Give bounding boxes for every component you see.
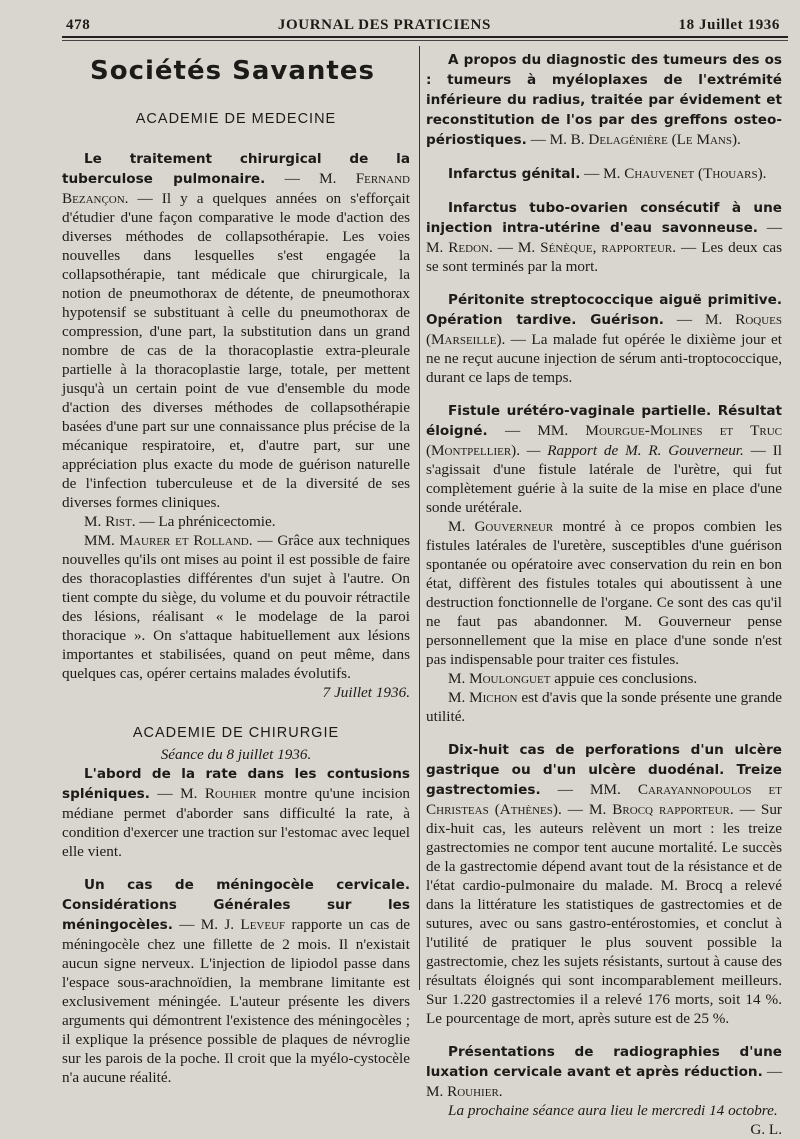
article-text: — La phrénicectomie. <box>139 513 276 530</box>
article-tumeurs-os <box>426 50 782 150</box>
article-radiographies <box>426 1042 782 1101</box>
article-author: M. Gouverneur <box>448 518 554 535</box>
spacer <box>426 184 782 198</box>
article-text: — Sur dix-huit cas, les auteurs relèvent un mort : les treize gastrectomies ne compor tent aucune mortalité. Le succès de la gastrectomie dépend avant tout de la résistance et de l'état cardio-pulmonaire du malade. M. Brocq a relevé dans la littérature les statistiques de gastrectomies et de sutures, avec ou sans gastro-entérostomies, et conclut à l'utilité de pratiquer le plus souvent possible la gastrectomie, chez les sujets résistants, surtout à cause des résultats éloignés qui sont incomparablement meilleurs. Sur 1.220 gastrectomies il a relevé 176 morts, soit 14 %. Le pourcentage de mort, après suture est de 25 %. <box>426 801 782 1027</box>
article-author: M. Rist. <box>84 513 136 530</box>
article-title: Infarctus génital. <box>448 166 581 182</box>
article-title: L'abord de la rate dans les contusions spléniques. <box>62 766 410 802</box>
article-text: — Il y a quelques années on s'efforçait d'étudier d'une façon comparative le mode d'action des diverses méthodes de collapsothérapie. Les voies nouvelles dans lesquelles s'est engagée la collapsothérapie, tant médicale que chirurgicale, la notion de pneumothorax de détente, de pneumothorax hypotensif se substituant à celle du pneumothorax de compression, d'une part, la substitution dans un grand nombre de cas de la thoracoplastie extra-pleurale partielle à la thoracoplastie large, totale, per mettent jusqu'à un certain point de vue d'ensemble du mode d'action des diverses méthodes de collapsothérapie basées d'une part sur une connaissance plus précise de la mécanique respiratoire, et, d'autre part, sur une appréciation plus exacte du mode de guérison naturelle de l'infection tuberculeuse et de la diversité de ses diverses formes cliniques. <box>62 190 410 511</box>
right-column <box>426 50 783 1138</box>
article-author: — M. Chauvenet (Thouars). <box>584 165 767 182</box>
article-author: — MM. Mourgue-Molines et Truc (Montpellier). <box>426 422 783 459</box>
article-author: — M. Fernand Bezançon. <box>62 170 410 207</box>
article-rapport: — Rapport de M. R. Gouverneur. <box>526 442 744 459</box>
article-infarctus-genital <box>426 164 782 184</box>
page-number: 478 <box>66 16 91 33</box>
article-author: — M. Redon. — M. Sénèque, rapporteur. <box>426 219 783 256</box>
seance-date: Séance du 8 juillet 1936. <box>160 746 312 763</box>
spacer <box>426 387 782 401</box>
section-title: Sociétés Savantes <box>90 56 375 86</box>
article-author: M. Michon <box>448 689 518 706</box>
article-ulcere <box>426 740 782 1028</box>
article-author: — M. Rouhier <box>157 785 257 802</box>
article-text: — Les deux cas se sont terminés par la mort. <box>426 239 783 275</box>
article-text: montré à ce propos combien les fistules latérales de l'uretère, susceptibles d'une guérison spontanée ou opératoire avec conservation du rein en bon état, diffèrent des fistules totales qui aboutissent à une destruction fonctionnelle de l'organe. Ce sont des cas qu'il ne faut pas abandonner. M. Gouverneur pense personnellement que la mise en place d'une sonde n'est pas indispensable pour traiter ces fistules. <box>426 518 782 668</box>
article-text: montre qu'une incision médiane permet d'aborder sans difficulté la rate, à condition d'exercer une traction sur l'estomac avec lequel elle vient. <box>62 785 411 860</box>
article-author: — M. J. Leveuf <box>179 916 286 933</box>
article-infarctus-tubo <box>426 198 782 276</box>
spacer <box>426 276 782 290</box>
header-rule-thin <box>62 40 788 41</box>
header-rule <box>62 36 788 38</box>
next-seance: La prochaine séance aura lieu le mercredi 14 octobre. <box>448 1102 778 1119</box>
article-maurer-rolland <box>62 531 410 683</box>
article-title: A propos du diagnostic des tumeurs des os : tumeurs à myéloplaxes de l'extrémité inférieure du radius, traitée par évidement et reconstitution de l'os par des greffons osteo-périostiques. <box>426 52 782 148</box>
left-column <box>62 50 411 1086</box>
article-fistule-p4 <box>426 688 782 726</box>
spacer <box>62 861 410 875</box>
spacer <box>426 726 782 740</box>
article-title: Un cas de méningocèle cervicale. Considérations Générales sur les méningocèles. <box>62 877 410 933</box>
article-fistule <box>426 401 782 517</box>
article-fistule-p2 <box>426 517 782 669</box>
article-title: Le traitement chirurgical de la tuberculose pulmonaire. <box>62 151 410 187</box>
article-title: Dix-huit cas de perforations d'un ulcère gastrique ou d'un ulcère duodénal. Treize gastrectomies. <box>426 742 782 798</box>
signature: G. L. <box>750 1121 782 1138</box>
article-fistule-p3 <box>426 669 782 688</box>
article-text: appuie ces conclusions. <box>554 670 698 687</box>
article-text: — Grâce aux techniques nouvelles qu'ils ont mises au point il est possible de faire des thoracoplasties différentes d'un sujet à l'autre. On tient compte du siège, du volume et du pouvoir rétractile des lésions, réalisant « le modelage de la paroi thoracique ». On s'attaque habituellement aux lésions importantes et stabilisées, quand on peut même, dans quelques cas, opérer certains malades évolutifs. <box>62 532 411 682</box>
article-rist <box>62 512 410 531</box>
column-divider <box>419 46 420 990</box>
article-author: — M. Roques (Marseille). <box>426 311 783 348</box>
article-author: — MM. Carayannopoulos et Christeas (Athènes). — M. Brocq rapporteur. <box>426 781 782 818</box>
spacer <box>426 150 782 164</box>
spacer <box>426 1028 782 1042</box>
article-meningocele <box>62 875 410 1087</box>
article-text: — Il s'agissait d'une fistule latérale de l'urètre, qui fut complètement guérie à la suite de la mise en place d'une sonde urétérale. <box>426 442 782 516</box>
article-text: rapporte un cas de méningocèle chez une fillette de 2 mois. Il n'existait aucun signe nerveux. L'injection de lipiodol passe dans l'espace sous-arachnoïdien, la membrane limitante est exclusivement méningée. L'auteur présente les divers arguments qui démontrent l'existence des méningocèles ; il explique la présence possible de plaques de névroglie sur les parois de la poche. Il croit que la myélo-cystocèle n'a aucune réalité. <box>62 916 411 1086</box>
article-text: est d'avis que la sonde présente une grande utilité. <box>426 689 783 725</box>
academie-chirurgie-title: ACADEMIE DE CHIRURGIE <box>132 725 340 741</box>
article-author: — M. Rouhier. <box>426 1063 783 1100</box>
article-tuberculose <box>62 149 410 512</box>
article-author: MM. Maurer et Rolland. <box>84 532 253 549</box>
article-text: — La malade fut opérée le dixième jour et ne ne reçut aucune injection de sérum anti-troptococcique, durant ce laps de temps. <box>426 331 782 386</box>
article-author: — M. B. Delagénière (Le Mans). <box>530 131 741 148</box>
article-title: Présentations de radiographies d'une luxation cervicale avant et après réduction. <box>426 1044 782 1080</box>
article-title: Infarctus tubo-ovarien consécutif à une injection intra-utérine d'eau savonneuse. <box>426 200 782 236</box>
session-date: 7 Juillet 1936. <box>322 684 410 701</box>
article-author: M. Moulonguet <box>448 670 551 687</box>
page-header <box>66 14 780 36</box>
article-peritonite <box>426 290 782 387</box>
journal-title: JOURNAL DES PRATICIENS <box>277 16 491 33</box>
article-title: Fistule urétéro-vaginale partielle. Résultat éloigné. <box>426 403 782 439</box>
academie-medecine-title: ACADEMIE DE MEDECINE <box>135 111 337 127</box>
article-title: Péritonite streptococcique aiguë primitive. Opération tardive. Guérison. <box>426 292 782 328</box>
article-rate <box>62 764 410 861</box>
issue-date: 18 Juillet 1936 <box>678 16 780 33</box>
